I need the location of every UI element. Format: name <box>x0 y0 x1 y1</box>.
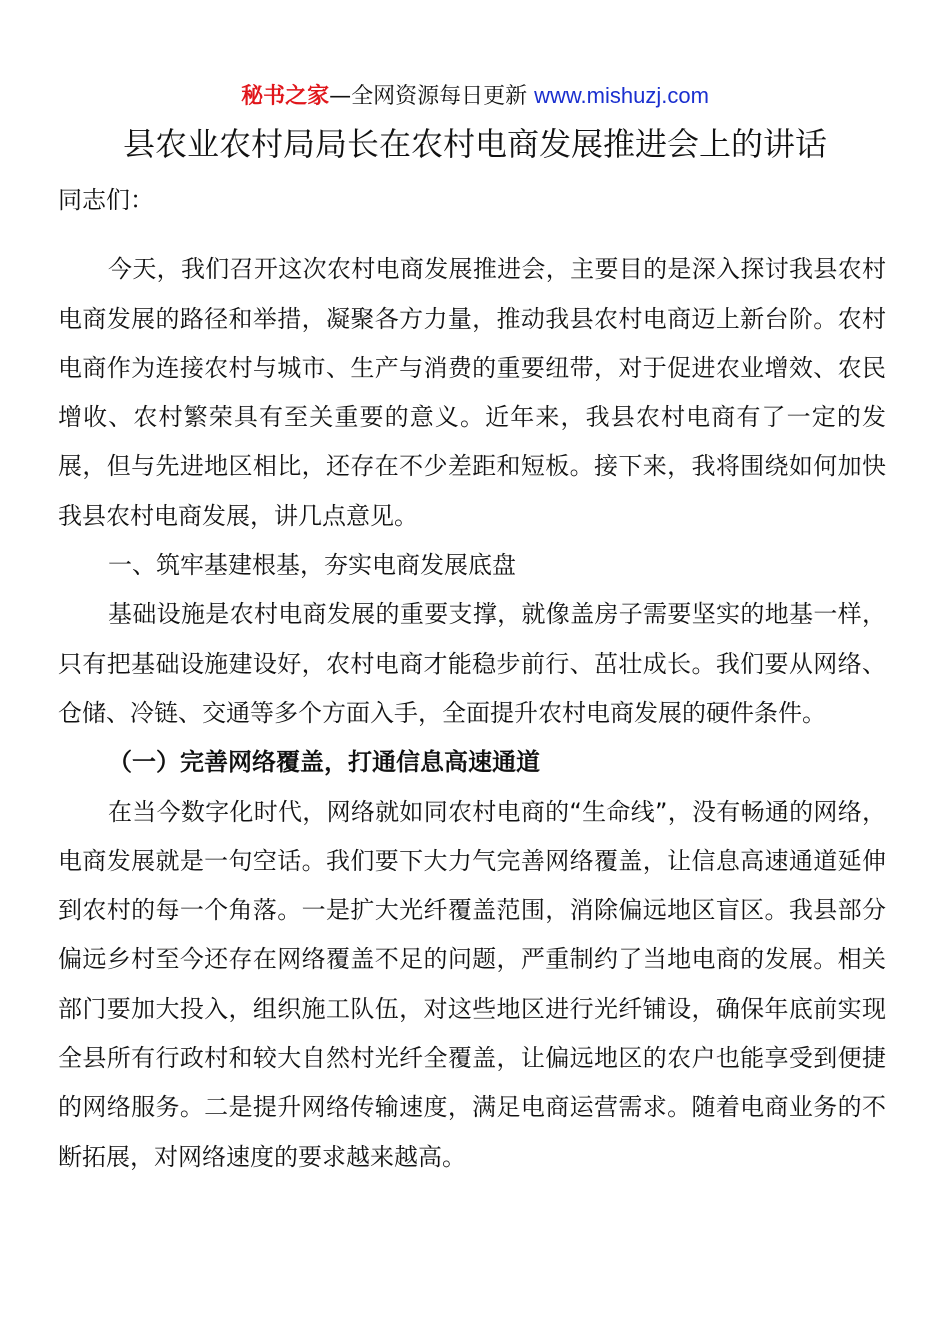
body-paragraph: 今天，我们召开这次农村电商发展推进会，主要目的是深入探讨我县农村电商发展的路径和举措，凝聚各方力量，推动我县农村电商迈上新台阶。农村电商作为连接农村与城市、生产与消费的重要纽带，对于促进农业增效、农民增收、农村繁荣具有至关重要的意义。近年来，我县农村电商有了一定的发展，但与先进地区相比，还存在不少差距和短板。接下来，我将围绕如何加快我县农村电商发展，讲几点意见。 <box>58 255 886 530</box>
site-header <box>0 80 950 113</box>
site-tagline: —全网资源每日更新 <box>329 84 528 109</box>
body-paragraph: 基础设施是农村电商发展的重要支撑，就像盖房子需要坚实的地基一样，只有把基础设施建设好，农村电商才能稳步前行、茁壮成长。我们要从网络、仓储、冷链、交通等多个方面入手，全面提升农村电商发展的硬件条件。 <box>58 600 886 727</box>
section-heading: 一、筑牢基建根基，夯实电商发展底盘 <box>108 551 516 580</box>
document-title: 县农业农村局局长在农村电商发展推进会上的讲话 <box>122 125 827 163</box>
site-url-link[interactable]: www.mishuzj.com <box>534 83 709 108</box>
site-name: 秘书之家 <box>241 84 330 109</box>
salutation: 同志们： <box>58 186 154 214</box>
body-paragraph: 在当今数字化时代，网络就如同农村电商的“生命线”，没有畅通的网络，电商发展就是一句空话。我们要下大力气完善网络覆盖，让信息高速通道延伸到农村的每一个角落。一是扩大光纤覆盖范围，消除偏远地区盲区。我县部分偏远乡村至今还存在网络覆盖不足的问题，严重制约了当地电商的发展。相关部门要加大投入，组织施工队伍，对这些地区进行光纤铺设，确保年底前实现全县所有行政村和较大自然村光纤全覆盖，让偏远地区的农户也能享受到便捷的网络服务。二是提升网络传输速度，满足电商运营需求。随着电商业务的不断拓展，对网络速度的要求越来越高。 <box>58 797 886 1171</box>
document-body <box>58 176 886 1182</box>
subsection-heading: （一）完善网络覆盖，打通信息高速通道 <box>108 748 540 777</box>
